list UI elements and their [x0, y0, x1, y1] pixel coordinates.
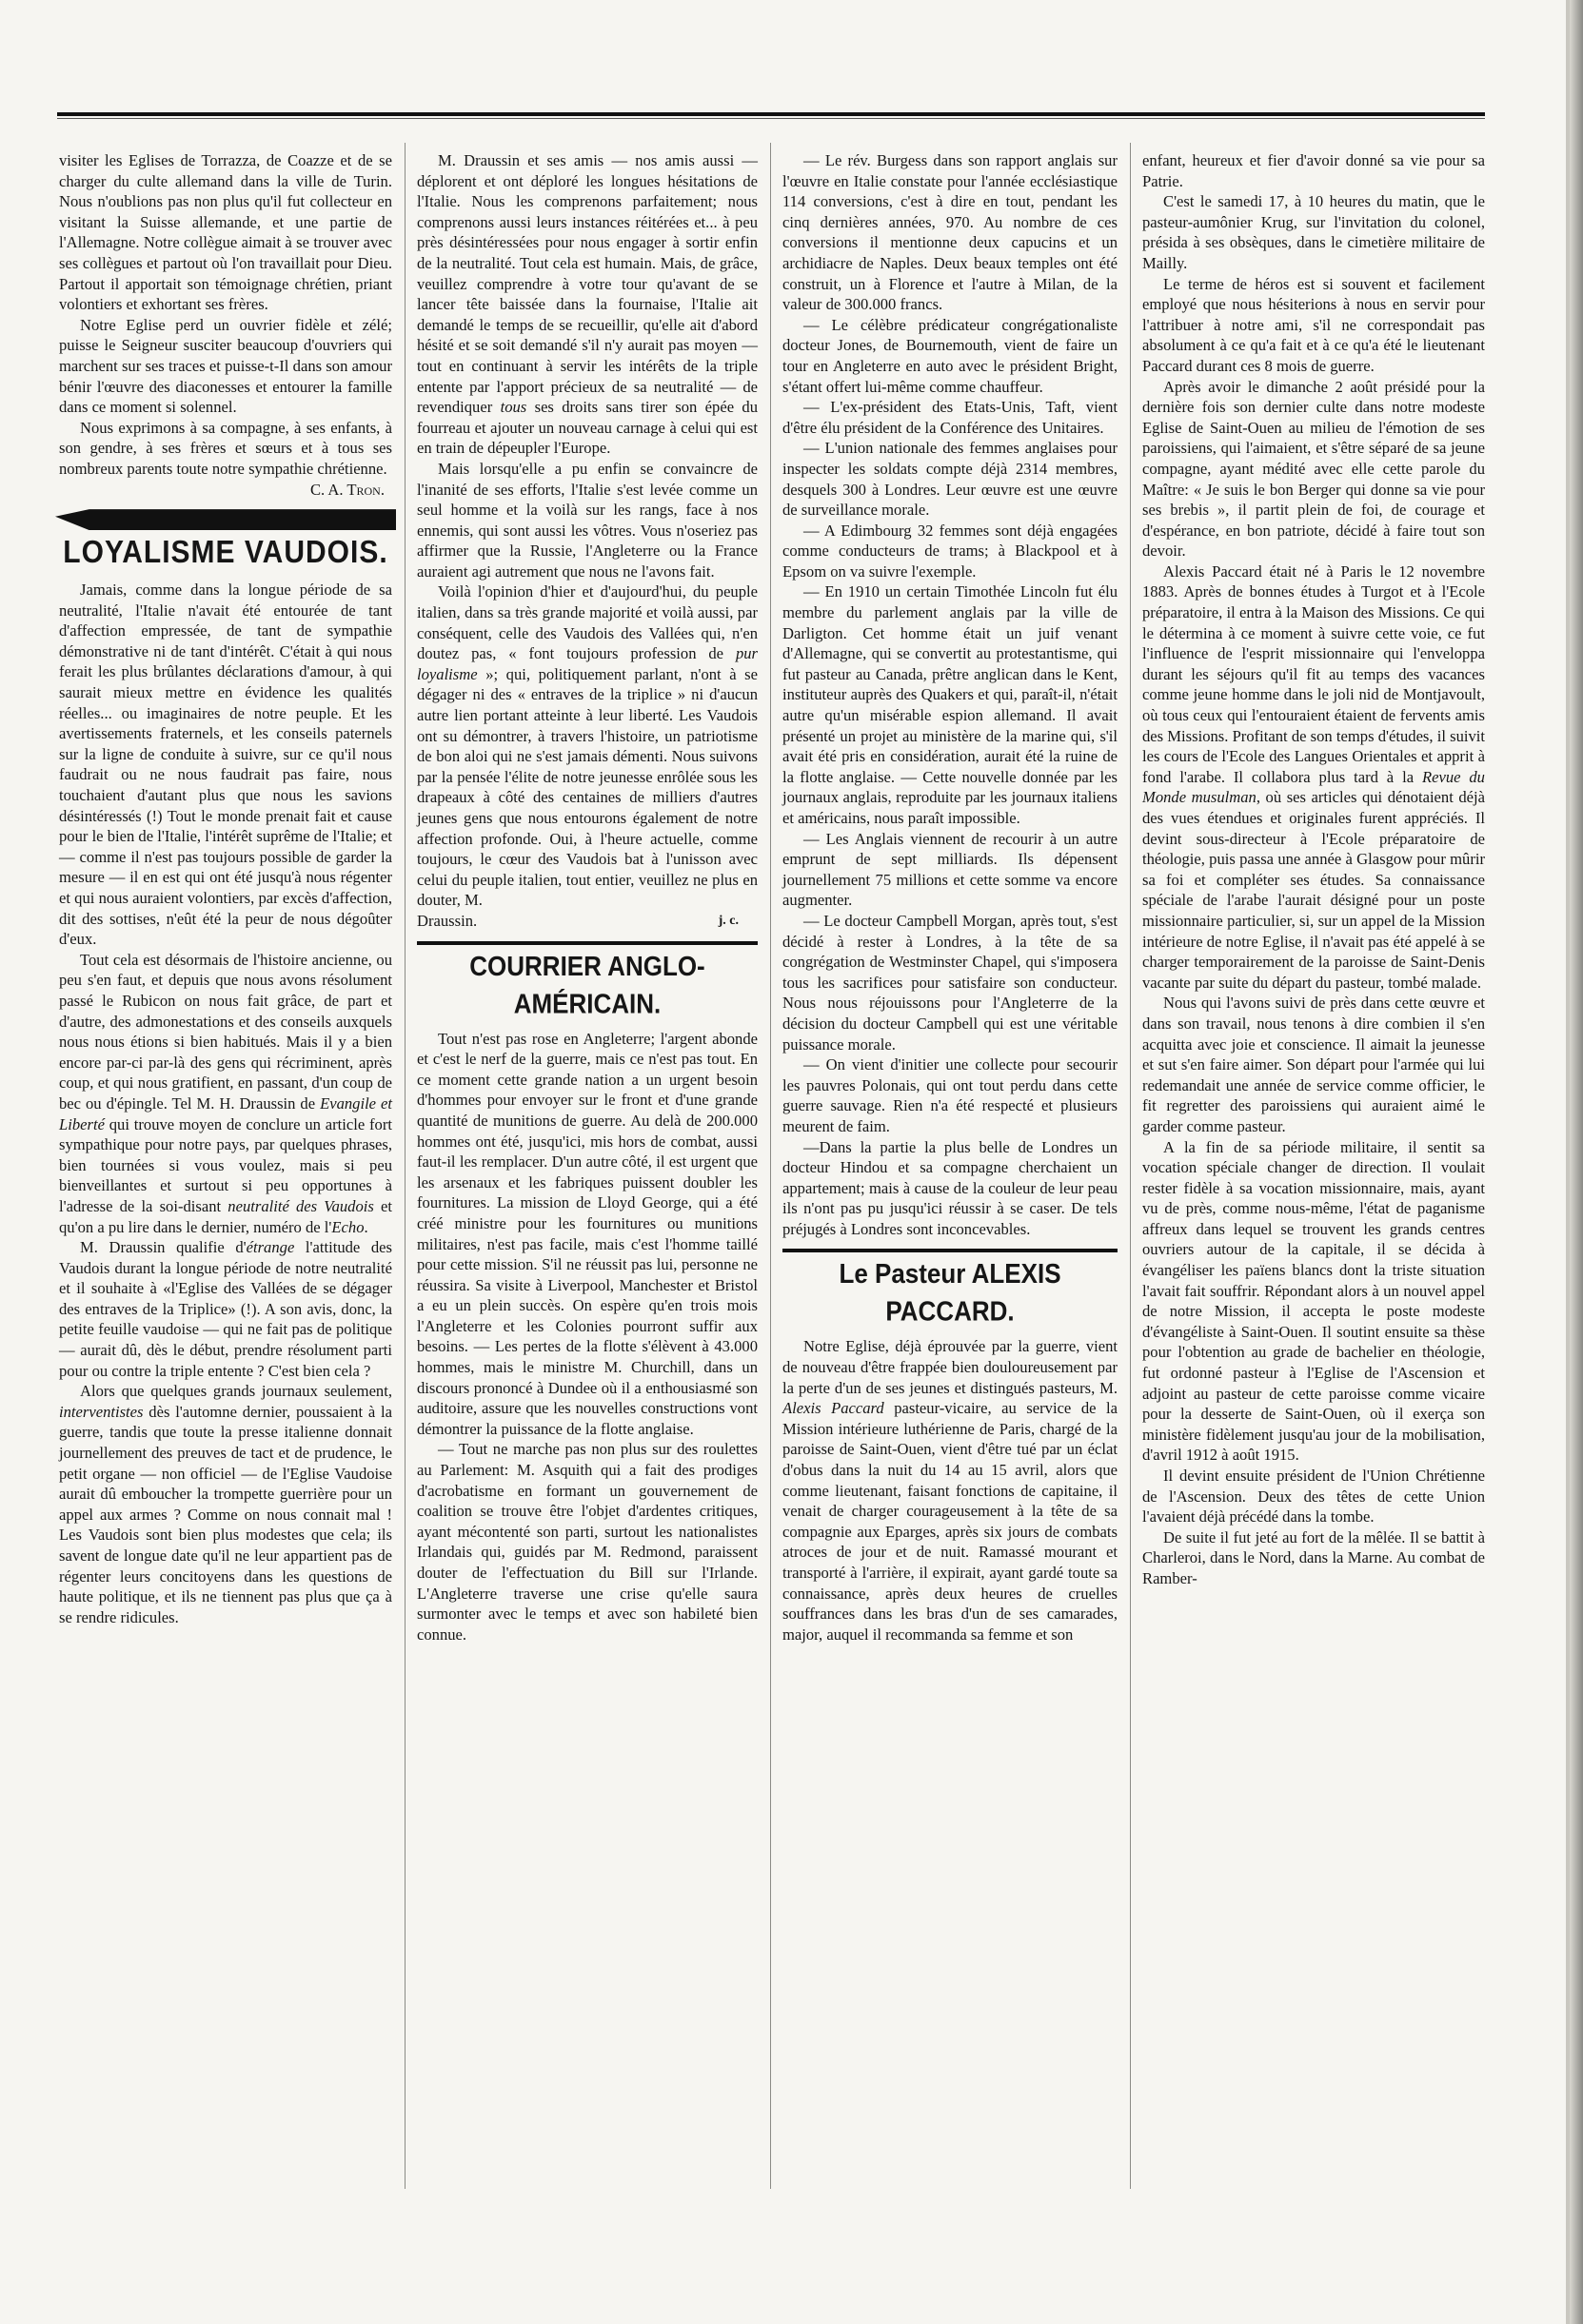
column-3 [782, 150, 1118, 1645]
paragraph: Le terme de héros est si souvent et facilement employé que nous hésiterions à nous en servir pour l'attribuer à notre ami, s'il ne correspondait pas absolument à ce qu'a fait et à ce qu'a été le lieutenant Paccard durant ces 8 mois de guerre. [1142, 274, 1485, 375]
paragraph: — Le célèbre prédicateur congrégationaliste docteur Jones, de Bournemouth, vient de faire un tour en Angleterre en auto avec le président Bright, s'étant offert lui-même comme chauffeur. [782, 315, 1118, 396]
column-divider [1130, 143, 1131, 2189]
paragraph: Nous qui l'avons suivi de près dans cette œuvre et dans son travail, nous tenons à dire combien il s'en acquitta avec joie et conscience. Il aimait la jeunesse et sut s'en faire aimer. Son départ pour l'armée qui lui redemandait une année de service comme officier, le fit regretter des paroissiens qui auraient aimé le garder comme pasteur. [1142, 994, 1485, 1135]
header-rule [57, 112, 1485, 119]
column-4 [1142, 150, 1485, 1589]
column-1 [59, 150, 392, 1627]
article-signature: Draussin. j. c. [417, 911, 739, 930]
paragraph: A la fin de sa période militaire, il sentit sa vocation spéciale changer de direction. Il voulait rester fidèle à sa vocation missionnaire, mais, ayant vu de près, comme nous-même, l'état de paganisme affreux dans lequel se trouvent les grands centres ouvriers autour de la capitale, il se décida à évangéliser les païens blancs dont la triste situation l'avait fait souffrir. Répondant alors à un nouvel appel de notre Mission, il accepta le poste modeste d'évangéliste à Saint-Ouen. Il soutint ensuite sa thèse pour l'obtention au grade de bachelier en théologie, fut ordonné pasteur à l'Eglise de l'Ascension et adjoint au pasteur de cette paroisse comme vicaire pour la desserte de Saint-Ouen, où il exerça son ministère fidèlement jusqu'au jour de la mobilisation, d'avril 1912 à août 1915. [1142, 1137, 1485, 1465]
paragraph: M. Draussin qualifie d'étrange l'attitude des Vaudois durant la longue période de notre neutralité et il souhaite à «l'Eglise des Vallées de se dégager des entraves de la Triplice» (!). A son avis, donc, la petite feuille vaudoise — qui ne fait pas de politique — aurait dû, dès le début, prendre résolument parti pour ou contre la triple entente ? C'est bien cela ? [59, 1238, 392, 1380]
section-rule [417, 941, 758, 945]
paragraph: — En 1910 un certain Timothée Lincoln fut élu membre du parlement anglais par la ville de Darligton. Cet homme était un juif venant d'Allemagne, qui se convertit au protestantisme, qui fut pasteur au Canada, prêtre anglican dans le Kent, instituteur auprès des Quakers et qui, paraît-il, n'était autre qu'un misérable espion allemand. Il avait présenté un projet au ministère de la marine qui, s'il avait été pris en considération, aurait été la ruine de la flotte anglaise. — Cette nouvelle donnée par les journaux anglais, reproduite par les journaux italiens et américains, nous paraît impossible. [782, 582, 1118, 827]
column-divider [770, 143, 771, 2189]
author-signature: C. A. Tron. [309, 480, 385, 499]
paragraph: Alexis Paccard était né à Paris le 12 novembre 1883. Après de bonnes études à Turgot et à l'Ecole préparatoire, il entra à la Maison des Missions. Ce qui le détermina à ce moment à suivre cette voie, ce fut l'influence de l'esprit missionnaire qui l'enveloppa durant les séjours qu'il fit au temps des vacances comme jeune homme dans le joli nid de Montjavoult, où tous ceux qui l'entouraient étaient de fervents amis des Missions. Profitant de son temps d'études, il suivit les cours de l'Ecole des Langues Orientales et apprit à fond l'arabe. Il collabora plus tard à la Revue du Monde musulman, où ses articles qui dénotaient déjà des vues étendues et originales furent appréciés. Il devint sous-directeur à l'Ecole préparatoire de théologie, puis passa une année à Glasgow pour mûrir sa foi et compléter ses études. Sa connaissance spéciale de l'arabe l'aurait désigné pour un poste missionnaire particulier, si, sur un appel de la Mission intérieure de notre Eglise, il n'avait pas été appelé à se charger temporairement de la paroisse de Saint-Denis vacante par suite du départ du pasteur, tombé malade. [1142, 561, 1486, 992]
paragraph: — Le docteur Campbell Morgan, après tout, s'est décidé à rester à Londres, à la tête de sa congrégation de Westminster Chapel, qui s'imposera tous les sacrifices pour satisfaire son conducteur. Nous nous réjouissons pour l'Angleterre de la décision du docteur Campbell qui est une véritable puissance morale. [782, 911, 1118, 1054]
paragraph: Tout cela est désormais de l'histoire ancienne, ou peu s'en faut, et depuis que nous avons résolument passé le Rubicon on nous fait grâce, de part et d'autre, des admonestations et des conseils auxquels nous nous étions si bien habitués. Mais il y a bien encore par-ci par-là des gens qui récriminent, après coup, et qui nous gratifient, en passant, d'un coup de bec ou d'épingle. Tel M. H. Draussin de Evangile et Liberté qui trouve moyen de conclure un article fort sympathique pour notre pays, par quelques phrases, bien tournées si vous voulez, mais si peu bienveillantes et surtout si peu opportunes à l'adresse de la soi-disant neutralité des Vaudois et qu'on a pu lire dans le dernier, numéro de l'Echo. [59, 950, 392, 1236]
paragraph: Alors que quelques grands journaux seulement, interventistes dès l'automne dernier, poussaient à la guerre, tandis que toute la presse italienne donnait journellement des preuves de tact et de prudence, le petit organe — non officiel — de l'Eglise Vaudoise aurait dû emboucher la trompette guerrière pour un appel aux armes ? Comme on nous connait mal ! Les Vaudois sont bien plus modestes que cela; ils savent de longue date qu'il ne leur appartient pas de régenter leurs concitoyens dans les questions de haute politique, et ils ne tiennent pas plus que ça à se rendre ridicules. [59, 1382, 392, 1626]
article-headline: LOYALISME VAUDOIS. [63, 535, 388, 570]
paragraph: Il devint ensuite président de l'Union Chrétienne de l'Ascension. Deux des têtes de cette Union l'avaient déjà précédé dans la tombe. [1142, 1467, 1485, 1526]
paragraph: — On vient d'initier une collecte pour secourir les pauvres Polonais, qui ont tout perdu dans cette guerre sauvage. Rien n'a été respecté et plusieurs meurent de faim. [782, 1055, 1118, 1135]
paragraph: Voilà l'opinion d'hier et d'aujourd'hui, du peuple italien, dans sa très grande majorité et voilà aussi, par conséquent, celle des Vaudois des Vallées qui, n'en doutez pas, « font toujours profession de pur loyalisme »; qui, politiquement parlant, n'ont à se dégager ni des « entraves de la triplice » ni d'aucun autre lien portant atteinte à leur liberté. Les Vaudois ont su démontrer, à travers l'histoire, un patriotisme de bon aloi qui ne s'est jamais démenti. Nous suivons par la pensée l'élite de notre jeunesse enrôlée sous les drapeaux à côté des centaines de milliers d'autres jeunes gens que nous entourons également de notre affection profonde. Oui, à l'heure actuelle, comme toujours, le cœur des Vaudois bat à l'unisson avec celui du peuple italien, tout entier, veuillez ne plus en douter, M. [417, 582, 758, 910]
paragraph: Tout n'est pas rose en Angleterre; l'argent abonde et c'est le nerf de la guerre, mais ce n'est pas tout. En ce moment cette grande nation a un urgent besoin d'hommes pour envoyer sur le front et d'une grande quantité de munitions de guerre. Au delà de 200.000 hommes ont été, jusqu'ici, mis hors de combat, aussi faut-il les remplacer. D'un autre côté, il est urgent que les arsenaux et les fabriques puissent doubler les fournitures. La mission de Lloyd George, qui a été créé ministre pour les fournitures ou munitions militaires, n'est pas facile, mais c'est l'homme taillé pour cette mission. S'il ne réussit pas lui, personne ne réussira. Sa visite à Liverpool, Manchester et Bristol a eu un plein succès. On espère qu'en trois mois l'Angleterre et les Colonies pourront suffir aux besoins. — Les pertes de la flotte s'élèvent à 43.000 hommes, mais le ministre M. Churchill, dans un discours prononcé à Dundee où il a enthousiasmé son auditoire, assure que les nouvelles constructions vont démontrer la puissance de la flotte anglaise. [417, 1029, 758, 1438]
paragraph: Mais lorsqu'elle a pu enfin se convaincre de l'inanité de ses efforts, l'Italie s'est levée comme un seul homme et la voilà sur les rangs, face à nos ennemis, qui sont aussi les vôtres. Vous n'oseriez pas affirmer que la Russie, l'Angleterre ou la France auraient agi autrement que nous ne l'avons fait. [417, 459, 758, 581]
paragraph: M. Draussin et ses amis — nos amis aussi — déplorent et ont déploré les longues hésitations de l'Italie. Nous les comprenons parfaitement; nous comprenons aussi leurs instances réitérées et... à peu près désintéressées pour nous engager à sortir enfin de la neutralité. Tout cela est humain. Mais, de grâce, veuillez comprendre à votre tour qu'avant de se lancer tête baissée dans la fournaise, l'Italie ait demandé le temps de se recueillir, qu'elle ait d'abord hésité et se soit demandé s'il n'y aurait pas moyen — tout en continuant à servir les intérêts de la triple entente par l'apport précieux de sa neutralité — de revendiquer tous ses droits sans tirer son épée du fourreau et ajouter un nouveau carnage à celui qui est en train de dépeupler l'Europe. [417, 151, 759, 458]
paragraph: De suite il fut jeté au fort de la mêlée. Il se battit à Charleroi, dans le Nord, dans la Marne. Au combat de Ramber- [1142, 1527, 1485, 1587]
paragraph: Après avoir le dimanche 2 août présidé pour la dernière fois son dernier culte dans notre modeste Eglise de Saint-Ouen au milieu de l'émotion de ses paroissiens, qui l'aimaient, et s'être séparé de sa jeune compagne, ayant médité avec elle cette parole du Maître: « Je suis le bon Berger qui donne sa vie pour ses brebis », il partit plein de foi, de courage et d'espérance, en bon patriote, décidé à faire tout son devoir. [1142, 377, 1485, 561]
paragraph: — Les Anglais viennent de recourir à un autre emprunt de sept milliards. Ils dépensent journellement 75 millions et cette somme va encore augmenter. [782, 829, 1118, 910]
paragraph: Jamais, comme dans la longue période de sa neutralité, l'Italie n'avait été entourée de tant d'affection empressée, de tant de sympathie démonstrative ni de tant d'intérêt. C'était à qui nous ferait les plus brûlantes déclarations d'amour, à qui saurait mieux mettre en évidence les qualités réelles... ou imaginaires de notre peuple. Et les avertissements fraternels, et les conseils paternels sur la ligne de conduite à suivre, sur ce qu'il nous faudrait ou ne nous faudrait pas faire, nous touchaient d'autant plus que nous les savions désintéressés (!) Tout le monde prenait fait et cause pour le bien de l'Italie, l'intérêt suprême de l'Italie; et — comme il n'est pas toujours possible de garder la mesure — il en est qui ont été jusqu'à nous régenter et qui nous auraient volontiers, par excès d'affection, dit des sottises, n'eût été la peur de nous dégoûter d'eux. [59, 581, 392, 949]
paragraph: —Dans la partie la plus belle de Londres un docteur Hindou et sa compagne cherchaient un appartement; mais à cause de la couleur de leur peau ils n'ont pas pu jusqu'ici réussir à se caser. De tels préjugés à Londres sont inconcevables. [782, 1137, 1118, 1238]
paragraph: Notre Eglise, déjà éprouvée par la guerre, vient de nouveau d'être frappée bien douloureusement par la perte d'un de ses jeunes et distingués pasteurs, M. Alexis Paccard pasteur-vicaire, au service de la Mission intérieure luthérienne de Paris, chargé de la paroisse de Saint-Ouen, vient d'être tué par un éclat d'obus dans la nuit du 14 au 15 avril, alors que comme lieutenant, faisant fonctions de capitaine, il venait de charger courageusement à la tête de sa compagnie aux Eparges, après six jours de combats atroces de jour et de nuit. Ramassé mourant et transporté à l'arrière, il expirait, ayant gardé toute sa connaissance, après deux heures de cruelles souffrances dans les bras d'un de ses camarades, major, auquel il recommanda sa femme et son [782, 1337, 1118, 1644]
paragraph: C'est le samedi 17, à 10 heures du matin, que le pasteur-aumônier Krug, sur l'invitation du colonel, présida à ses obsèques, dans le cimetière militaire de Mailly. [1142, 192, 1485, 272]
section-banner [55, 509, 396, 530]
paragraph: — L'union nationale des femmes anglaises pour inspecter les soldats compte déjà 2314 membres, desquels 300 à Londres. Leur œuvre est une œuvre de surveillance morale. [782, 439, 1118, 520]
page-edge [1570, 0, 1583, 2324]
paragraph: — A Edimbourg 32 femmes sont déjà engagées comme conducteurs de trams; à Blackpool et à Epsom on va suivre l'exemple. [782, 521, 1118, 581]
paragraph: enfant, heureux et fier d'avoir donné sa vie pour sa Patrie. [1142, 151, 1485, 190]
column-divider [405, 143, 406, 2189]
paragraph: — L'ex-président des Etats-Unis, Taft, vient d'être élu président de la Conférence des Unitaires. [782, 398, 1118, 437]
column-2 [417, 150, 758, 1645]
paragraph: — Tout ne marche pas non plus sur des roulettes au Parlement: M. Asquith qui a fait des prodiges d'acrobatisme en formant un gouvernement de coalition se trouve être l'objet d'ardentes critiques, ayant mécontenté son parti, surtout les nationalistes Irlandais qui, guidés par M. Redmond, paraissent douter de l'effectuation du Bill sur l'Irlande. L'Angleterre traverse une crise qu'elle saura surmonter avec le temps et avec son habileté bien connue. [417, 1440, 758, 1644]
article-headline: Le Pasteur ALEXIS PACCARD. [839, 1258, 1061, 1328]
paragraph: Nous exprimons à sa compagne, à ses enfants, à son gendre, à ses frères et sœurs et à tous ses nombreux parents toute notre sympathie chrétienne. [59, 418, 392, 478]
paragraph: — Le rév. Burgess dans son rapport anglais sur l'œuvre en Italie constate pour l'année ecclésiastique 114 conversions, c'est à dire en tout, pendant les cinq dernières années, 970. Au nombre de ces conversions il mentionne deux capucins et un archidiacre de Naples. Deux beaux temples ont été construit, un à Florence et l'autre à Milan, de la valeur de 300.000 francs. [782, 151, 1118, 314]
article-headline: COURRIER ANGLO-AMÉRICAIN. [469, 950, 705, 1019]
paragraph: Notre Eglise perd un ouvrier fidèle et zélé; puisse le Seigneur susciter beaucoup d'ouvriers qui marchent sur ses traces et puisse-t-Il dans son amour bénir l'œuvre des diaconesses et entourer la famille dans ce moment si solennel. [59, 315, 392, 417]
section-rule [782, 1249, 1118, 1252]
paragraph: visiter les Eglises de Torrazza, de Coazze et de se charger du culte allemand dans la ville de Turin. Nous n'oublions pas non plus qu'il fut collecteur en visitant la Suisse allemande, et une partie de l'Allemagne. Notre collègue aimait à se trouver avec ses collègues et partout où l'on travaillait pour Dieu. Partout il apportait son témoignage chrétien, priant volontiers et exhortant ses frères. [59, 151, 392, 314]
